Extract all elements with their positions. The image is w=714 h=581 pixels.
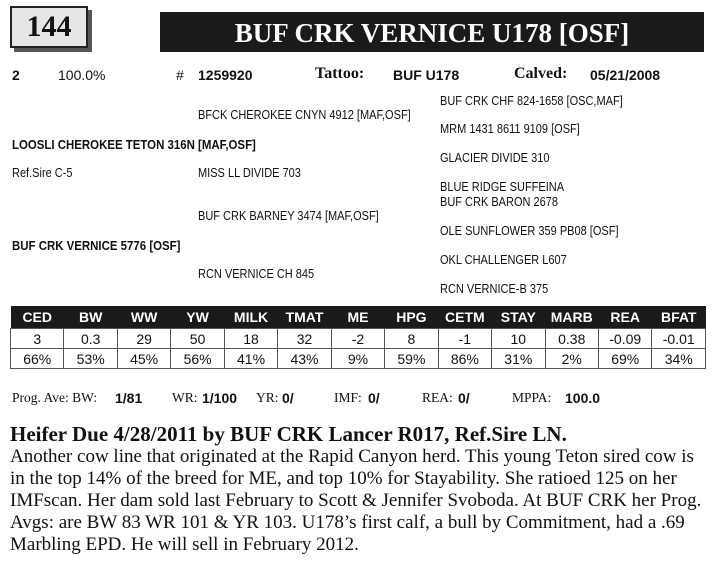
epd-percentile: 66% (11, 349, 64, 369)
epd-header: CED (11, 306, 64, 329)
sire-dam-sire: GLACIER DIVIDE 310 (440, 151, 550, 165)
prog-rea: 0/ (458, 390, 470, 406)
epd-percentile: 45% (117, 349, 170, 369)
epd-percentile: 31% (492, 349, 545, 369)
epd-header: BW (64, 306, 117, 329)
epd-value: -0.01 (652, 329, 706, 349)
dam-sire-sire: BUF CRK BARON 2678 (440, 195, 558, 209)
percent: 100.0% (58, 67, 106, 83)
epd-value: 0.38 (545, 329, 598, 349)
epd-value: -0.09 (598, 329, 651, 349)
prog-yr: 0/ (282, 390, 294, 406)
epd-header: YW (171, 306, 224, 329)
prog-bw-label: Prog. Ave: BW: (12, 390, 98, 405)
epd-percentile: 2% (545, 349, 598, 369)
epd-percentile: 43% (278, 349, 331, 369)
ref-sire: Ref.Sire C-5 (12, 166, 73, 180)
epd-header: REA (598, 306, 651, 329)
epd-value: 0.3 (64, 329, 117, 349)
prog-mppa: 100.0 (565, 390, 601, 406)
epd-table (10, 306, 706, 369)
dam-dam-dam: RCN VERNICE-B 375 (440, 282, 549, 296)
epd-header: ME (331, 306, 384, 329)
dam-sire: BUF CRK BARNEY 3474 [MAF,OSF] (198, 209, 379, 223)
epd-percentile: 86% (438, 349, 491, 369)
sire-sire: BFCK CHEROKEE CNYN 4912 [MAF,OSF] (198, 108, 411, 122)
prog-mppa-label: MPPA: (512, 390, 552, 405)
registration-number: 1259920 (198, 67, 253, 83)
epd-value: 8 (385, 329, 438, 349)
epd-percentile: 59% (385, 349, 438, 369)
description: Another cow line that originated at the Rapid Canyon herd. This young Teton sired cow is in the top 14% of the breed for ME, and top 10% for Stayability. She ratioed 125 on her IMFscan. Her dam sold last February to Scott & Jennifer Svoboda. At BUF CRK her Prog. Avgs: are BW 83 WR 101 & YR 103. U178’s first calf, a bull by Commitment, had a .69 Marbling EPD. He will sell in February 2012. (10, 446, 702, 555)
epd-value: 50 (171, 329, 224, 349)
epd-value: 3 (11, 329, 64, 349)
epd-percentile: 9% (331, 349, 384, 369)
prog-wr-label: WR: (172, 390, 198, 405)
epd-header: MARB (545, 306, 598, 329)
prog-imf-label: IMF: (334, 390, 362, 405)
epd-value: 32 (278, 329, 331, 349)
dam-dam-sire: OKL CHALLENGER L607 (440, 253, 567, 267)
sire-dam: MISS LL DIVIDE 703 (198, 166, 301, 180)
epd-value: -2 (331, 329, 384, 349)
calved-date: 05/21/2008 (590, 67, 661, 83)
prog-rea-label: REA: (422, 390, 453, 405)
epd-value: 29 (117, 329, 170, 349)
epd-header: MILK (224, 306, 277, 329)
lot-number: 144 (10, 6, 88, 48)
animal-name-banner: BUF CRK VERNICE U178 [OSF] (160, 12, 704, 52)
sire-sire-sire: BUF CRK CHF 824-1658 [OSC,MAF] (440, 94, 623, 108)
dam-name: BUF CRK VERNICE 5776 [OSF] (12, 238, 181, 253)
epd-percentile: 41% (224, 349, 277, 369)
prog-yr-label: YR: (256, 390, 279, 405)
epd-percentile: 56% (171, 349, 224, 369)
headline: Heifer Due 4/28/2011 by BUF CRK Lancer R017, Ref.Sire LN. (10, 422, 567, 446)
dam-dam: RCN VERNICE CH 845 (198, 267, 315, 281)
epd-header: STAY (492, 306, 545, 329)
sire-sire-dam: MRM 1431 8611 9109 [OSF] (440, 122, 580, 136)
epd-value: 10 (492, 329, 545, 349)
tattoo-label: Tattoo: (315, 65, 365, 82)
calved-label: Calved: (514, 65, 568, 82)
epd-header: TMAT (278, 306, 331, 329)
prog-imf: 0/ (368, 390, 380, 406)
epd-percentile: 69% (598, 349, 651, 369)
count: 2 (12, 67, 20, 83)
epd-header: WW (117, 306, 170, 329)
epd-value-row (11, 329, 706, 349)
epd-header: HPG (385, 306, 438, 329)
prog-wr: 1/100 (202, 390, 238, 406)
epd-header: BFAT (652, 306, 706, 329)
tattoo: BUF U178 (393, 67, 460, 83)
epd-header-row (11, 306, 706, 329)
reg-label: # (176, 67, 184, 83)
epd-percentile: 34% (652, 349, 706, 369)
epd-percentile: 53% (64, 349, 117, 369)
epd-percentile-row (11, 349, 706, 369)
epd-value: 18 (224, 329, 277, 349)
dam-sire-dam: OLE SUNFLOWER 359 PB08 [OSF] (440, 224, 619, 238)
prog-bw: 1/81 (115, 390, 143, 406)
sire-dam-dam: BLUE RIDGE SUFFEINA (440, 180, 565, 194)
epd-value: -1 (438, 329, 491, 349)
sire-name: LOOSLI CHEROKEE TETON 316N [MAF,OSF] (12, 137, 256, 152)
epd-header: CETM (438, 306, 491, 329)
